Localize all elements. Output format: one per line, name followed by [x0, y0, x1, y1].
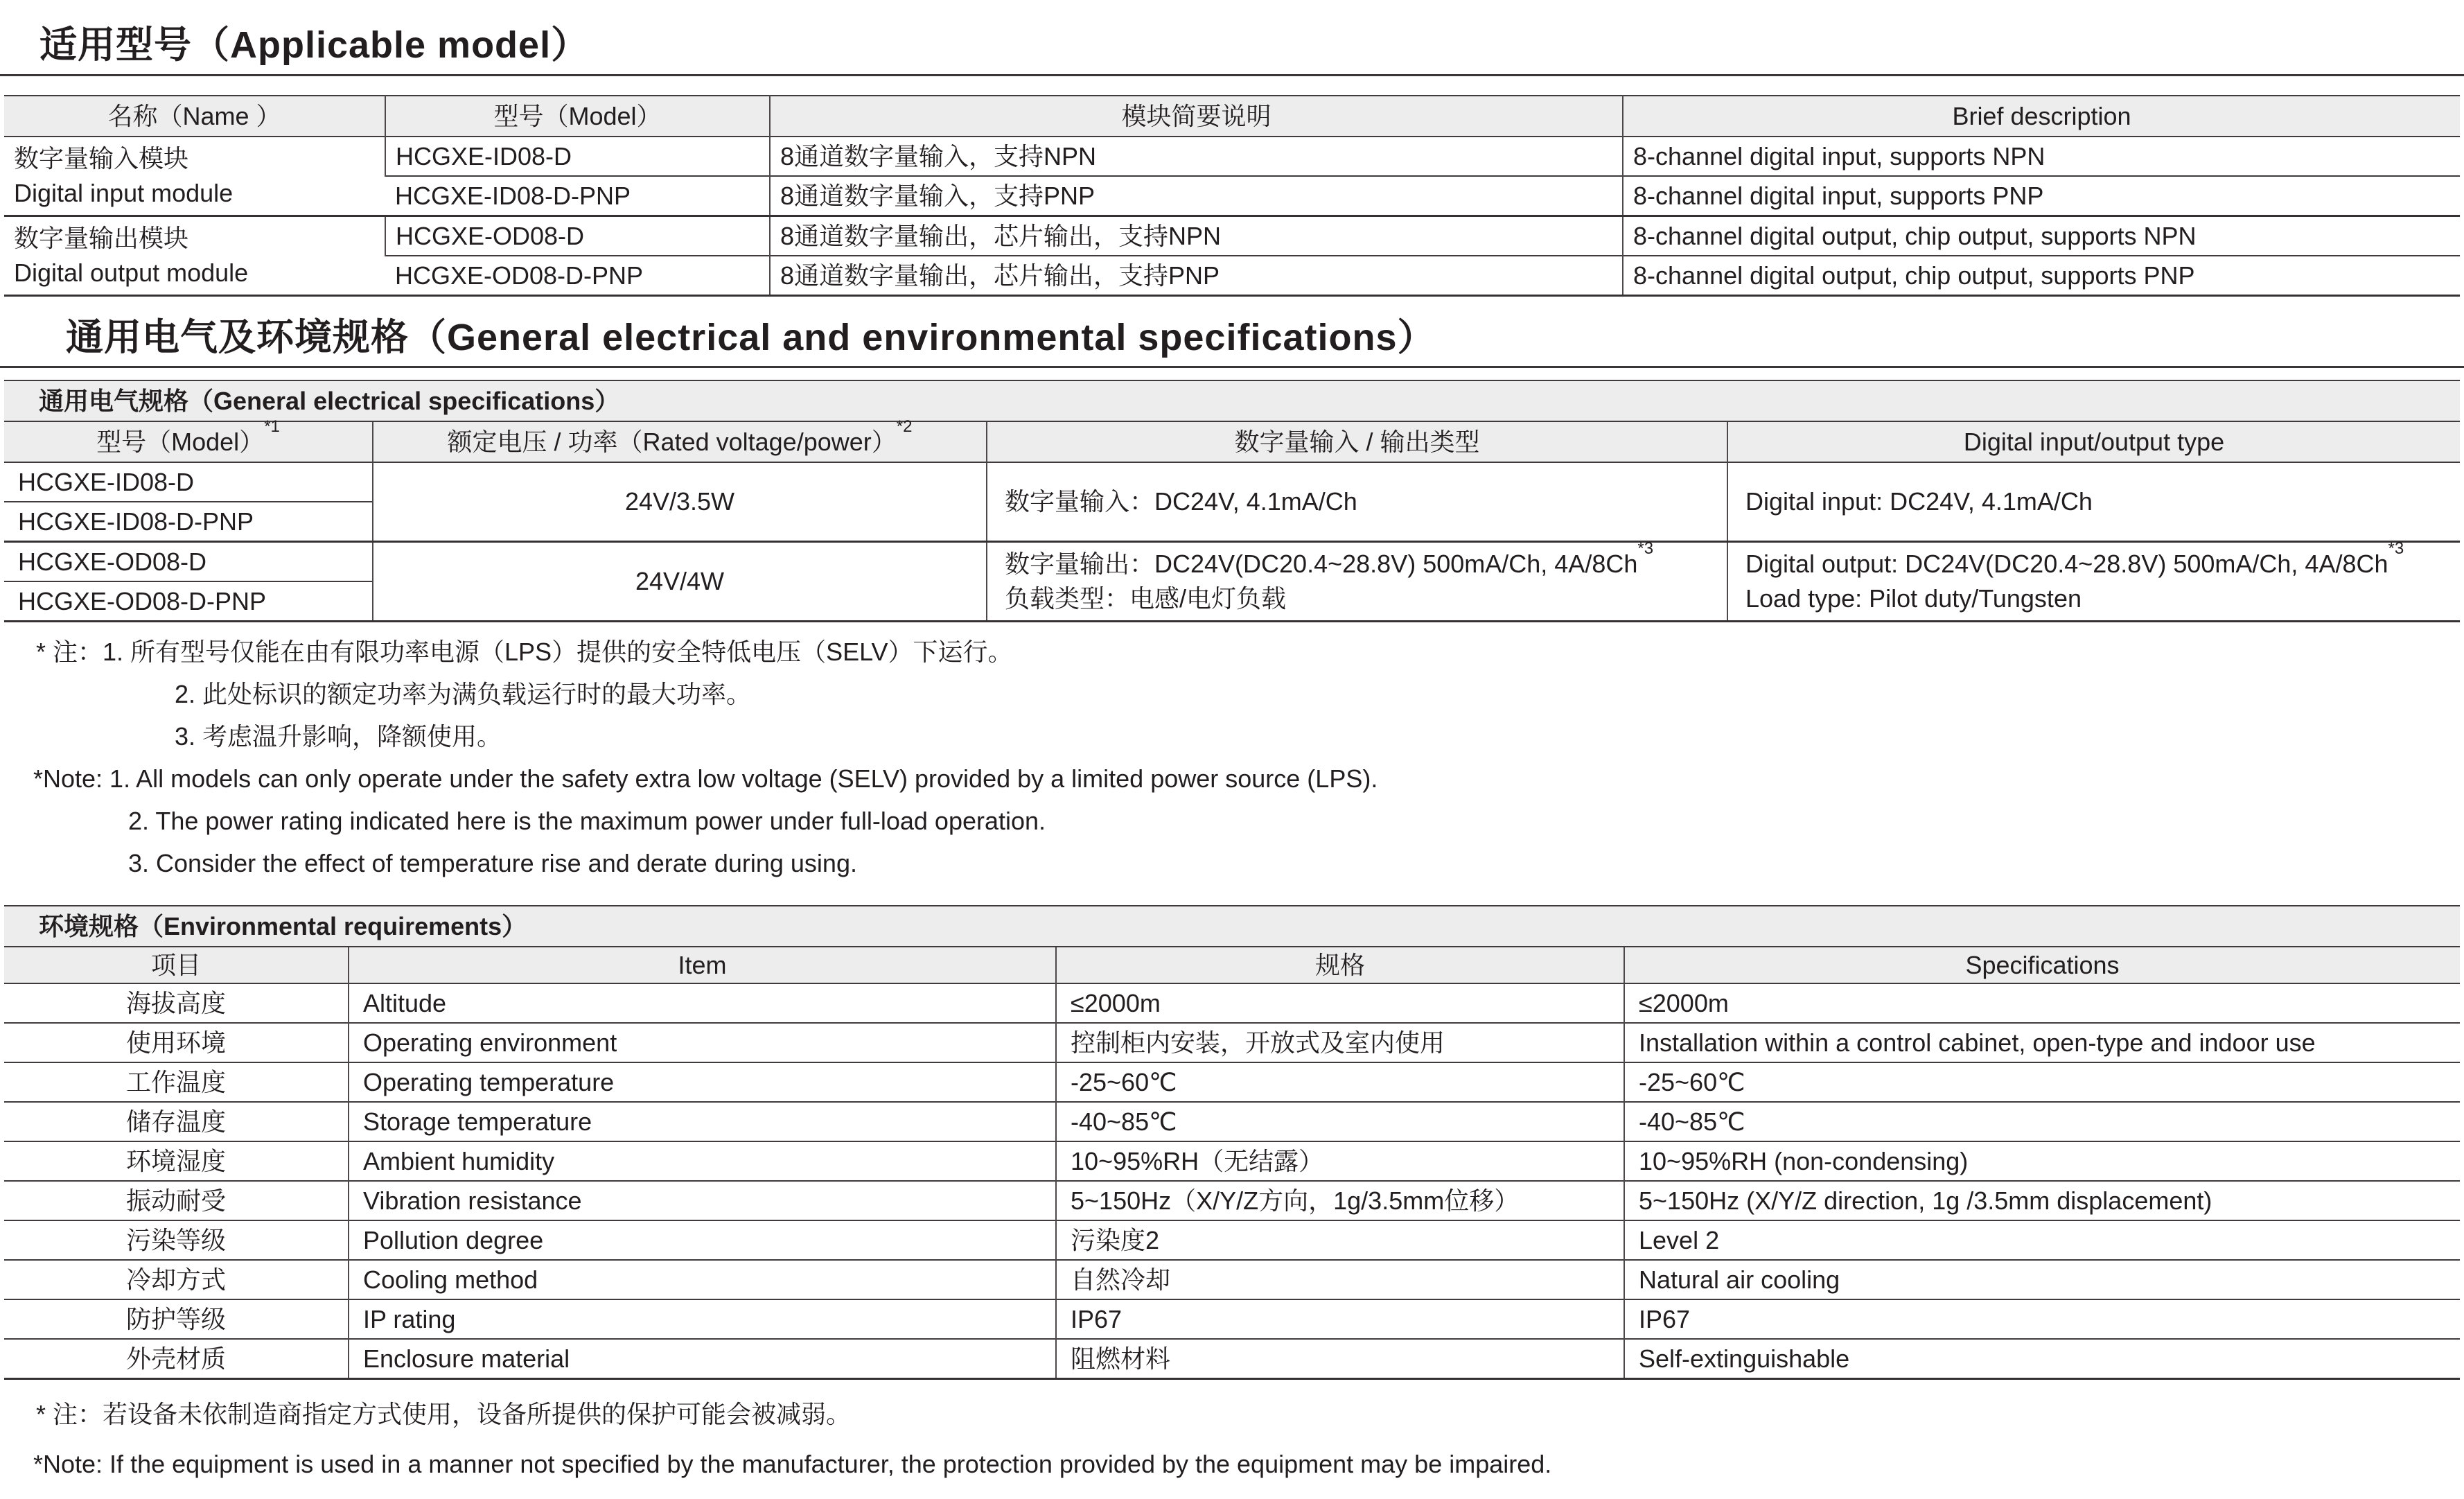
item-zh-cell: 振动耐受 — [4, 1181, 349, 1220]
applicable-model-title: 适用型号（Applicable model） — [39, 24, 590, 66]
table-row — [4, 1141, 2460, 1181]
item-en-cell: IP rating — [349, 1299, 1056, 1339]
title-divider-rule — [0, 366, 2464, 368]
module-name-cell — [4, 137, 385, 216]
table-row — [4, 1181, 2460, 1220]
footnote-marker: *3 — [2388, 539, 2404, 558]
note-line: * 注：1. 所有型号仅能在由有限功率电源（LPS）提供的安全特低电压（SELV）下运行。 — [36, 638, 1013, 666]
column-header-model: 型号（Model）$^{*1}$ — [4, 421, 373, 462]
column-header-io-type-zh: 数字量输入 / 输出类型 — [987, 421, 1727, 462]
table-row — [4, 1062, 2460, 1102]
table-row — [4, 216, 2460, 256]
item-en-cell: Storage temperature — [349, 1102, 1056, 1141]
table-row — [4, 1023, 2460, 1062]
note-line: 2. 此处标识的额定功率为满负载运行时的最大功率。 — [175, 680, 752, 708]
table-header-row — [4, 947, 2460, 983]
spec-zh-cell: 控制柜内安装，开放式及室内使用 — [1056, 1023, 1624, 1062]
table-row — [4, 1220, 2460, 1260]
io-type-en-cell: Digital output: DC24V(DC20.4~28.8V) 500mA/Ch, 4A/8Ch$^{*3}$ Load type: Pilot duty/Tungsten — [1727, 542, 2460, 622]
spec-zh-cell: -40~85℃ — [1056, 1102, 1624, 1141]
applicable-model-table — [4, 95, 2460, 297]
model-cell: HCGXE-OD08-D-PNP — [385, 256, 770, 296]
item-en-cell: Altitude — [349, 983, 1056, 1023]
electrical-notes — [0, 631, 2464, 884]
spec-en-cell: Self-extinguishable — [1624, 1339, 2460, 1379]
desc-zh-cell: 8通道数字量输出，芯片输出，支持NPN — [770, 216, 1623, 256]
table-section-header-row — [4, 380, 2460, 421]
note-line: * 注：若设备未依制造商指定方式使用，设备所提供的保护可能会被减弱。 — [36, 1400, 852, 1428]
spec-en-cell: 5~150Hz (X/Y/Z direction, 1g /3.5mm displacement) — [1624, 1181, 2460, 1220]
column-header-brief-zh: 模块简要说明 — [770, 96, 1623, 137]
model-cell: HCGXE-OD08-D — [385, 216, 770, 256]
desc-en-cell: 8-channel digital output, chip output, supports PNP — [1623, 256, 2460, 296]
spec-en-cell: Natural air cooling — [1624, 1260, 2460, 1299]
desc-zh-cell: 8通道数字量输入，支持NPN — [770, 137, 1623, 176]
module-name-zh: 数字量输入模块 — [14, 144, 189, 173]
spec-zh-cell: 10~95%RH（无结露） — [1056, 1141, 1624, 1181]
note-line: 2. The power rating indicated here is the maximum power under full-load operation. — [128, 807, 1046, 835]
spec-zh-cell: 自然冷却 — [1056, 1260, 1624, 1299]
module-name-zh: 数字量输出模块 — [14, 224, 189, 252]
column-header-item-zh: 项目 — [4, 947, 349, 983]
column-header-brief-en: Brief description — [1623, 96, 2460, 137]
spec-zh-cell: 阻燃材料 — [1056, 1339, 1624, 1379]
desc-en-cell: 8-channel digital input, supports NPN — [1623, 137, 2460, 176]
title-divider-rule — [0, 74, 2464, 76]
column-header-rated-power: 额定电压 / 功率（Rated voltage/power）$^{*2}$ — [373, 421, 987, 462]
table-row — [4, 1102, 2460, 1141]
spec-en-cell: 10~95%RH (non-condensing) — [1624, 1141, 2460, 1181]
spec-en-cell: -25~60℃ — [1624, 1062, 2460, 1102]
table-section-header-row — [4, 906, 2460, 947]
table-row — [4, 137, 2460, 176]
column-header-spec-en: Specifications — [1624, 947, 2460, 983]
module-name-cell — [4, 216, 385, 296]
environment-notes — [0, 1390, 2464, 1489]
item-zh-cell: 储存温度 — [4, 1102, 349, 1141]
desc-en-cell: 8-channel digital input, supports PNP — [1623, 176, 2460, 216]
module-name-en: Digital output module — [14, 258, 249, 287]
item-en-cell: Vibration resistance — [349, 1181, 1056, 1220]
table-row — [4, 542, 2460, 582]
spec-zh-cell: -25~60℃ — [1056, 1062, 1624, 1102]
table-row — [4, 1299, 2460, 1339]
spec-en-cell: Installation within a control cabinet, open-type and indoor use — [1624, 1023, 2460, 1062]
environment-section-header: 环境规格（Environmental requirements） — [4, 906, 2460, 947]
item-zh-cell: 环境湿度 — [4, 1141, 349, 1181]
general-specs-title: 通用电气及环境规格（General electrical and environmental specifications） — [66, 317, 1436, 358]
spec-en-cell: Level 2 — [1624, 1220, 2460, 1260]
note-line: *Note: If the equipment is used in a manner not specified by the manufacturer, the protection provided by the equipment may be impaired. — [33, 1450, 1552, 1478]
note-line: *Note: 1. All models can only operate under the safety extra low voltage (SELV) provided by a limited power source (LPS). — [33, 764, 1378, 793]
item-zh-cell: 外壳材质 — [4, 1339, 349, 1379]
io-type-en-cell: Digital input: DC24V, 4.1mA/Ch — [1727, 462, 2460, 542]
io-type-zh-cell: 数字量输出：DC24V(DC20.4~28.8V) 500mA/Ch, 4A/8Ch$^{*3}$ 负载类型：电感/电灯负载 — [987, 542, 1727, 622]
model-cell: HCGXE-ID08-D-PNP — [385, 176, 770, 216]
io-type-zh-cell: 数字量输入：DC24V, 4.1mA/Ch — [987, 462, 1727, 542]
model-cell: HCGXE-OD08-D-PNP — [4, 581, 373, 622]
item-zh-cell: 使用环境 — [4, 1023, 349, 1062]
desc-zh-cell: 8通道数字量输入，支持PNP — [770, 176, 1623, 216]
rated-power-cell: 24V/4W — [373, 542, 987, 622]
footnote-marker: *3 — [1637, 539, 1654, 558]
model-cell: HCGXE-ID08-D — [385, 137, 770, 176]
spec-en-cell: IP67 — [1624, 1299, 2460, 1339]
note-line: 3. Consider the effect of temperature rise and derate during using. — [128, 849, 857, 877]
column-header-item-en: Item — [349, 947, 1056, 983]
item-zh-cell: 海拔高度 — [4, 983, 349, 1023]
footnote-marker: *2 — [896, 417, 913, 436]
table-header-row — [4, 96, 2460, 137]
column-header-io-type-en: Digital input/output type — [1727, 421, 2460, 462]
item-zh-cell: 冷却方式 — [4, 1260, 349, 1299]
spec-zh-cell: ≤2000m — [1056, 983, 1624, 1023]
module-name-en: Digital input module — [14, 179, 234, 207]
item-zh-cell: 污染等级 — [4, 1220, 349, 1260]
environment-table — [4, 905, 2460, 1380]
rated-power-cell: 24V/3.5W — [373, 462, 987, 542]
item-en-cell: Operating environment — [349, 1023, 1056, 1062]
item-en-cell: Cooling method — [349, 1260, 1056, 1299]
desc-en-cell: 8-channel digital output, chip output, supports NPN — [1623, 216, 2460, 256]
table-row — [4, 1260, 2460, 1299]
spec-zh-cell: 污染度2 — [1056, 1220, 1624, 1260]
desc-zh-cell: 8通道数字量输出，芯片输出，支持PNP — [770, 256, 1623, 296]
column-header-spec-zh: 规格 — [1056, 947, 1624, 983]
model-cell: HCGXE-OD08-D — [4, 542, 373, 582]
model-cell: HCGXE-ID08-D-PNP — [4, 502, 373, 542]
electrical-section-header: 通用电气规格（General electrical specifications） — [4, 380, 2460, 421]
electrical-specs-table — [4, 380, 2460, 622]
item-zh-cell: 防护等级 — [4, 1299, 349, 1339]
spec-zh-cell: 5~150Hz（X/Y/Z方向，1g/3.5mm位移） — [1056, 1181, 1624, 1220]
table-row — [4, 983, 2460, 1023]
model-cell: HCGXE-ID08-D — [4, 462, 373, 502]
table-header-row — [4, 421, 2460, 462]
table-row — [4, 462, 2460, 502]
spec-en-cell: -40~85℃ — [1624, 1102, 2460, 1141]
spec-zh-cell: IP67 — [1056, 1299, 1624, 1339]
item-en-cell: Operating temperature — [349, 1062, 1056, 1102]
table-row — [4, 1339, 2460, 1379]
footnote-marker: *1 — [264, 417, 280, 436]
spec-en-cell: ≤2000m — [1624, 983, 2460, 1023]
column-header-model: 型号（Model） — [385, 96, 770, 137]
item-en-cell: Pollution degree — [349, 1220, 1056, 1260]
note-line: 3. 考虑温升影响，降额使用。 — [175, 722, 502, 751]
item-en-cell: Enclosure material — [349, 1339, 1056, 1379]
item-en-cell: Ambient humidity — [349, 1141, 1056, 1181]
column-header-name: 名称（Name ） — [4, 96, 385, 137]
item-zh-cell: 工作温度 — [4, 1062, 349, 1102]
